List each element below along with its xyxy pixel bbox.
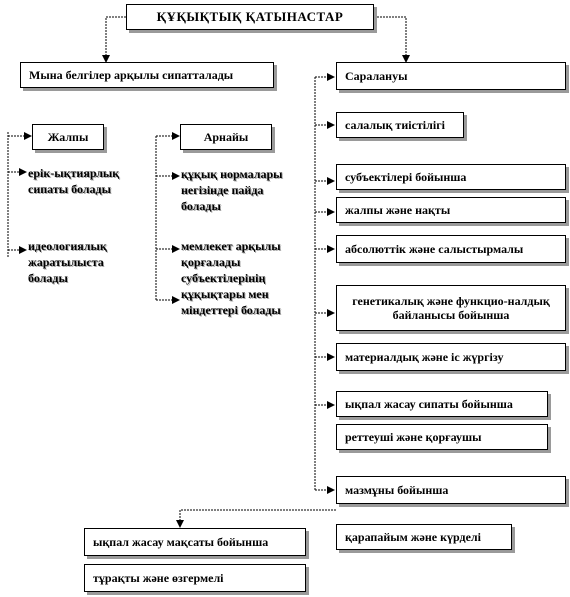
class-box-12 [84, 564, 306, 592]
class-text-1: салалық тиістілігі [345, 118, 445, 132]
class-box-5 [336, 285, 566, 331]
special-item-1: құқық нормалары негізінде пайда болады [181, 167, 283, 213]
right-header-text: Саралануы [345, 69, 408, 83]
general-label-text: Жалпы [47, 130, 89, 144]
connector-bottom [180, 510, 336, 527]
class-box-3 [336, 197, 566, 223]
general-label-box [32, 124, 104, 150]
class-text-2: субъектілері бойынша [345, 170, 467, 184]
left-header-text: Мына белгілер арқылы сипатталады [29, 68, 234, 82]
right-header-box [336, 62, 566, 90]
special-item-2: мемлекет арқылы қорғалады [181, 239, 281, 269]
connector-title-left [106, 17, 126, 62]
special-label-text: Арнайы [203, 130, 249, 144]
special-item-3: субъектілерінің құқықтары мен міндеттері болады [181, 271, 281, 317]
class-box-6 [336, 343, 566, 371]
class-text-8: реттеуші және қорғаушы [345, 430, 482, 444]
general-item-2: идеологиялық жаратылыста болады [28, 239, 107, 285]
class-box-7 [336, 391, 548, 417]
connector-title-right [374, 17, 406, 62]
class-box-4 [336, 235, 566, 263]
class-text-11: ықпал жасау мақсаты бойынша [93, 535, 269, 549]
class-box-8 [336, 424, 548, 450]
class-text-12: тұрақты және өзгермелі [93, 571, 224, 585]
class-box-11 [84, 528, 306, 556]
special-label-box [180, 124, 272, 150]
general-item-1: ерік-ықтиярлық сипаты болады [28, 166, 120, 196]
class-box-9 [336, 476, 566, 504]
class-text-6: материалдық және іс жүргізу [345, 350, 504, 364]
title-text: ҚҰҚЫҚТЫҚ ҚАТЫНАСТАР [156, 9, 344, 24]
class-text-4: абсолюттік және салыстырмалы [345, 242, 524, 256]
class-text-10: қарапайым және күрделі [345, 530, 481, 544]
left-header-box [20, 62, 274, 88]
class-box-2 [336, 164, 566, 190]
class-text-5: генетикалық және функцио-налдық байланысы бойынша [352, 294, 550, 322]
class-text-7: ықпал жасау сипаты бойынша [345, 397, 513, 411]
class-text-3: жалпы және нақты [345, 203, 451, 217]
class-box-10 [336, 524, 512, 550]
class-box-1 [336, 112, 464, 138]
title-box [126, 4, 374, 30]
class-text-9: мазмұны бойынша [345, 483, 449, 497]
